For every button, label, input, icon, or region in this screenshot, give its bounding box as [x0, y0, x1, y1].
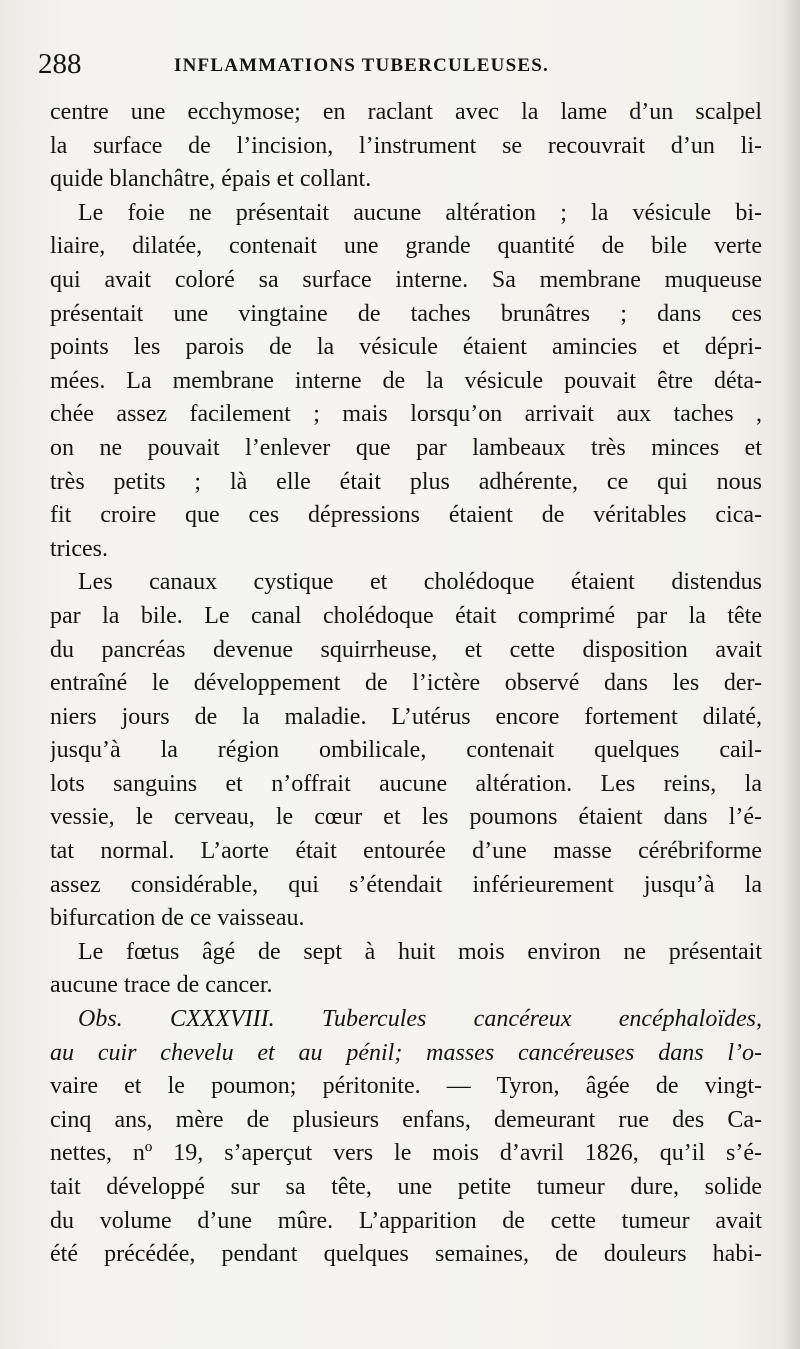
text-line: cinq ans, mère de plusieurs enfans, demeurant rue des Ca-: [50, 1106, 762, 1133]
text-line: entraîné le développement de l’ictère observé dans les der-: [50, 670, 762, 697]
text-line: trices.: [50, 535, 108, 562]
text-line: qui avait coloré sa surface interne. Sa membrane muqueuse: [50, 266, 762, 293]
text-line: Le foie ne présentait aucune altération ; la vésicule bi-: [78, 199, 762, 226]
text-line: présentait une vingtaine de taches brunâtres ; dans ces: [50, 300, 762, 327]
body-text: [50, 96, 762, 1272]
page-edge-shadow: [782, 0, 800, 1349]
text-line: la surface de l’incision, l’instrument se recouvrait d’un li-: [50, 132, 762, 159]
text-line: quide blanchâtre, épais et collant.: [50, 166, 372, 193]
text-line: mées. La membrane interne de la vésicule pouvait être déta-: [50, 367, 762, 394]
text-line: assez considérable, qui s’étendait inférieurement jusqu’à la: [50, 871, 762, 898]
text-line: aucune trace de cancer.: [50, 972, 273, 999]
text-line: nettes, nº 19, s’aperçut vers le mois d’avril 1826, qu’il s’é-: [50, 1140, 762, 1167]
text-line: on ne pouvait l’enlever que par lambeaux très minces et: [50, 434, 762, 461]
text-line: chée assez facilement ; mais lorsqu’on arrivait aux taches ,: [50, 401, 762, 428]
page-header: [38, 48, 768, 84]
text-line: vessie, le cerveau, le cœur et les poumons étaient dans l’é-: [50, 804, 762, 831]
observation-heading-line: Obs. CXXXVIII. Tubercules cancéreux encéphaloïdes,: [78, 1006, 762, 1033]
text-line: vaire et le poumon; péritonite. — Tyron, âgée de vingt-: [50, 1073, 762, 1100]
text-line: fit croire que ces dépressions étaient de véritables cica-: [50, 502, 762, 529]
text-line: liaire, dilatée, contenait une grande quantité de bile verte: [50, 233, 762, 260]
text-line: jusqu’à la région ombilicale, contenait quelques cail-: [50, 737, 762, 764]
text-line: lots sanguins et n’offrait aucune altération. Les reins, la: [50, 770, 762, 797]
text-line: tat normal. L’aorte était entourée d’une masse cérébriforme: [50, 838, 762, 865]
text-line: du pancréas devenue squirrheuse, et cette disposition avait: [50, 636, 762, 663]
text-line: bifurcation de ce vaisseau.: [50, 905, 305, 932]
text-line: du volume d’une mûre. L’apparition de cette tumeur avait: [50, 1207, 762, 1234]
running-head: INFLAMMATIONS TUBERCULEUSES.: [174, 55, 549, 76]
text-line: niers jours de la maladie. L’utérus encore fortement dilaté,: [50, 703, 762, 730]
text-line: tait développé sur sa tête, une petite tumeur dure, solide: [50, 1174, 762, 1200]
text-line: par la bile. Le canal cholédoque était comprimé par la tête: [50, 602, 762, 629]
text-line: Le fœtus âgé de sept à huit mois environ ne présentait: [78, 938, 762, 965]
text-line: Les canaux cystique et cholédoque étaient distendus: [78, 569, 762, 596]
text-line: été précédée, pendant quelques semaines, de douleurs habi-: [50, 1241, 762, 1268]
observation-heading-line: au cuir chevelu et au pénil; masses cancéreuses dans l’o-: [50, 1039, 762, 1066]
text-line: points les parois de la vésicule étaient amincies et dépri-: [50, 334, 762, 361]
page-number: 288: [38, 48, 82, 80]
text-line: très petits ; là elle était plus adhérente, ce qui nous: [50, 468, 762, 495]
text-line: centre une ecchymose; en raclant avec la lame d’un scalpel: [50, 99, 762, 125]
